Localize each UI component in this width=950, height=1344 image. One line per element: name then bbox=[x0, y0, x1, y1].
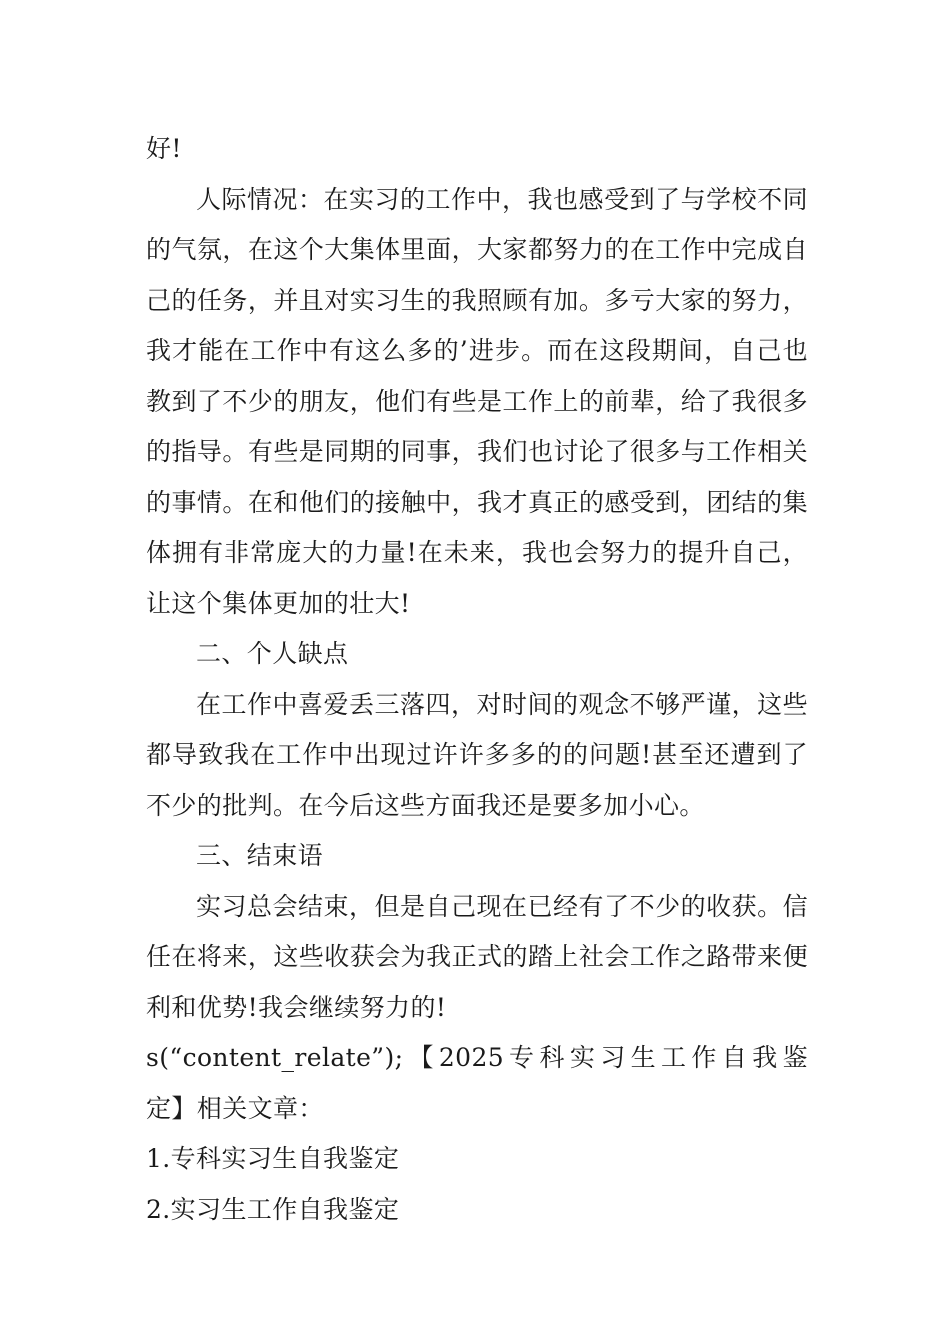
related-articles-label: 定】相关文章： bbox=[146, 1093, 324, 1123]
section-heading-conclusion: 三、结束语 bbox=[196, 841, 324, 870]
paragraph-interpersonal: 人际情况：在实习的工作中，我也感受到了与学校不同的气氛，在这个大集体里面，大家都努力的在工作中完成自己的任务，并且对实习生的我照顾有加。多亏大家的努力，我才能在工作中有这么多的’进步。而在这段期间，自己也教到了不少的朋友，他们有些是工作上的前辈，给了我很多的指导。有些是同期的同事，我们也讨论了很多与工作相关的事情。在和他们的接触中，我才真正的感受到，团结的集体拥有非常庞大的力量!在未来，我也会努力的提升自己，让这个集体更加的壮大! bbox=[146, 184, 808, 618]
continuation-text: 好! bbox=[146, 134, 182, 163]
paragraph-conclusion: 实习总会结束，但是自己现在已经有了不少的收获。信任在将来，这些收获会为我正式的踏上社会工作之路带来便利和优势!我会继续努力的! bbox=[146, 891, 808, 1022]
related-article-link-2[interactable]: 2.实习生工作自我鉴定 bbox=[146, 1194, 400, 1224]
paragraph-shortcomings: 在工作中喜爱丢三落四，对时间的观念不够严谨，这些都导致我在工作中出现过许许多多的的问题!甚至还遭到了不少的批判。在今后这些方面我还是要多加小心。 bbox=[146, 689, 808, 820]
section-heading-shortcomings: 二、个人缺点 bbox=[196, 639, 349, 668]
related-article-link-1[interactable]: 1.专科实习生自我鉴定 bbox=[146, 1144, 400, 1173]
script-code-line: s(“content_relate”);【2025专科实习生工作自我鉴 bbox=[146, 1043, 808, 1072]
document-body bbox=[146, 124, 808, 1235]
